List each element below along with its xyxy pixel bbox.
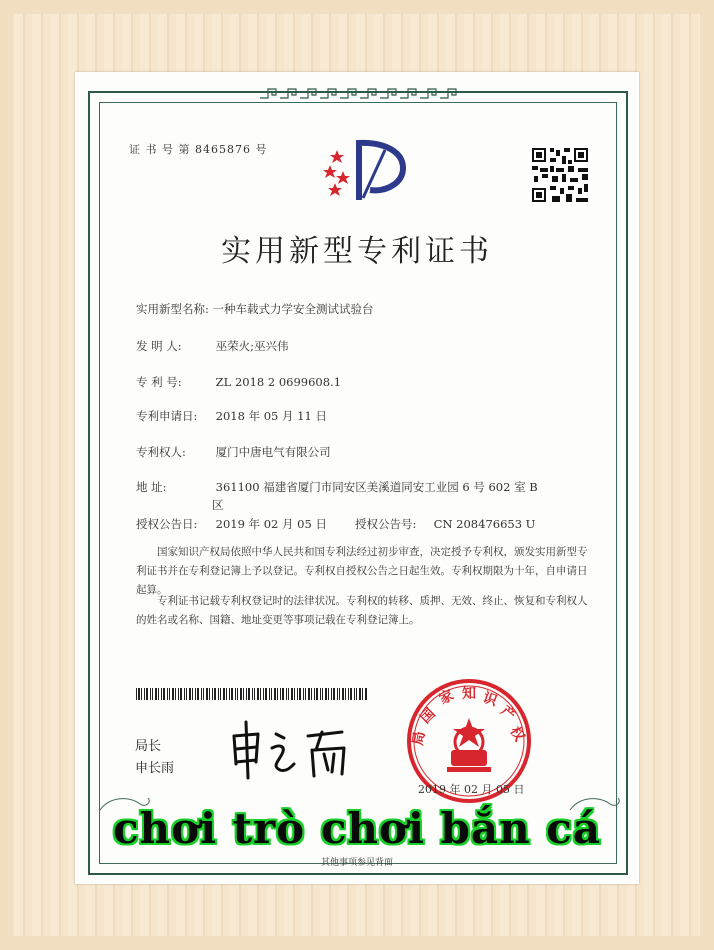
filing-date-value: 2018 年 05 月 11 日 [215, 409, 327, 423]
utility-model-name-value: 一种车载式力学安全测试试验台 [212, 302, 374, 316]
certificate-number-suffix: 号 [255, 143, 268, 156]
address-label: 地 址: [136, 480, 167, 494]
inventor-value: 巫荣火;巫兴伟 [215, 339, 289, 353]
handwritten-signature [224, 714, 374, 786]
address-value-line2: 区 [212, 498, 224, 512]
certificate-title: 实用新型专利证书 [221, 234, 493, 269]
patent-number-row [136, 374, 341, 390]
grant-date-value: 2019 年 02 月 05 日 [215, 517, 327, 531]
footer-note: 其他事项参见背面 [320, 858, 393, 868]
certificate-number-label: 证 书 号 第 [129, 143, 191, 156]
address-row [136, 479, 538, 495]
svg-text:局: 局 [410, 730, 429, 747]
svg-text:知: 知 [462, 686, 476, 702]
grant-number-row [355, 516, 535, 532]
svg-text:家: 家 [436, 687, 457, 708]
filing-date-label: 专利申请日: [136, 409, 198, 423]
certificate-number [129, 141, 268, 157]
patent-number-value: ZL 2018 2 0699608.1 [215, 375, 342, 389]
grant-date-label: 授权公告日: [136, 517, 198, 531]
patent-number-label: 专 利 号: [136, 375, 182, 389]
address-value-line1: 361100 福建省厦门市同安区美溪道同安工业园 6 号 602 室 B [215, 480, 538, 494]
seal-date: 2019 年 02 月 05 日 [418, 783, 525, 796]
grant-number-label: 授权公告号: [355, 517, 417, 531]
patentee-value: 厦门中唐电气有限公司 [215, 445, 331, 459]
patent-office-logo-icon [315, 138, 415, 204]
barcode [136, 688, 368, 700]
svg-text:国: 国 [417, 705, 439, 727]
watermark-overlay-text: chơi trò chơi bắn cá [112, 804, 602, 853]
utility-model-name-row [136, 301, 374, 317]
director-title: 局长 [135, 739, 162, 754]
patentee-row [136, 444, 331, 460]
utility-model-name-label: 实用新型名称: [136, 302, 209, 316]
inventor-row [136, 338, 289, 354]
greek-key-ornament-top [260, 86, 460, 100]
svg-text:产: 产 [497, 702, 519, 725]
grant-number-value: CN 208476653 U [433, 517, 536, 531]
legal-paragraph-1: 国家知识产权局依照中华人民共和国专利法经过初步审查，决定授予专利权，颁发实用新型专利证书并在专利登记簿上予以登记。专利权自授权公告之日起生效。专利权期限为十年，自申请日起算。 [136, 546, 588, 596]
svg-text:权: 权 [506, 724, 528, 745]
legal-paragraph-2: 专利证书记载专利权登记时的法律状况。专利权的转移、质押、无效、终止、恢复和专利权人的姓名或名称、国籍、地址变更等事项记载在专利登记簿上。 [136, 595, 588, 626]
qr-code-icon [530, 146, 590, 204]
inventor-label: 发 明 人: [136, 339, 182, 353]
filing-date-row [136, 408, 327, 424]
certificate-number-value: 8465876 [195, 143, 251, 156]
director-name: 申长雨 [135, 761, 175, 776]
svg-text:识: 识 [480, 689, 500, 710]
patentee-label: 专利权人: [136, 445, 186, 459]
grant-date-row [136, 516, 327, 532]
